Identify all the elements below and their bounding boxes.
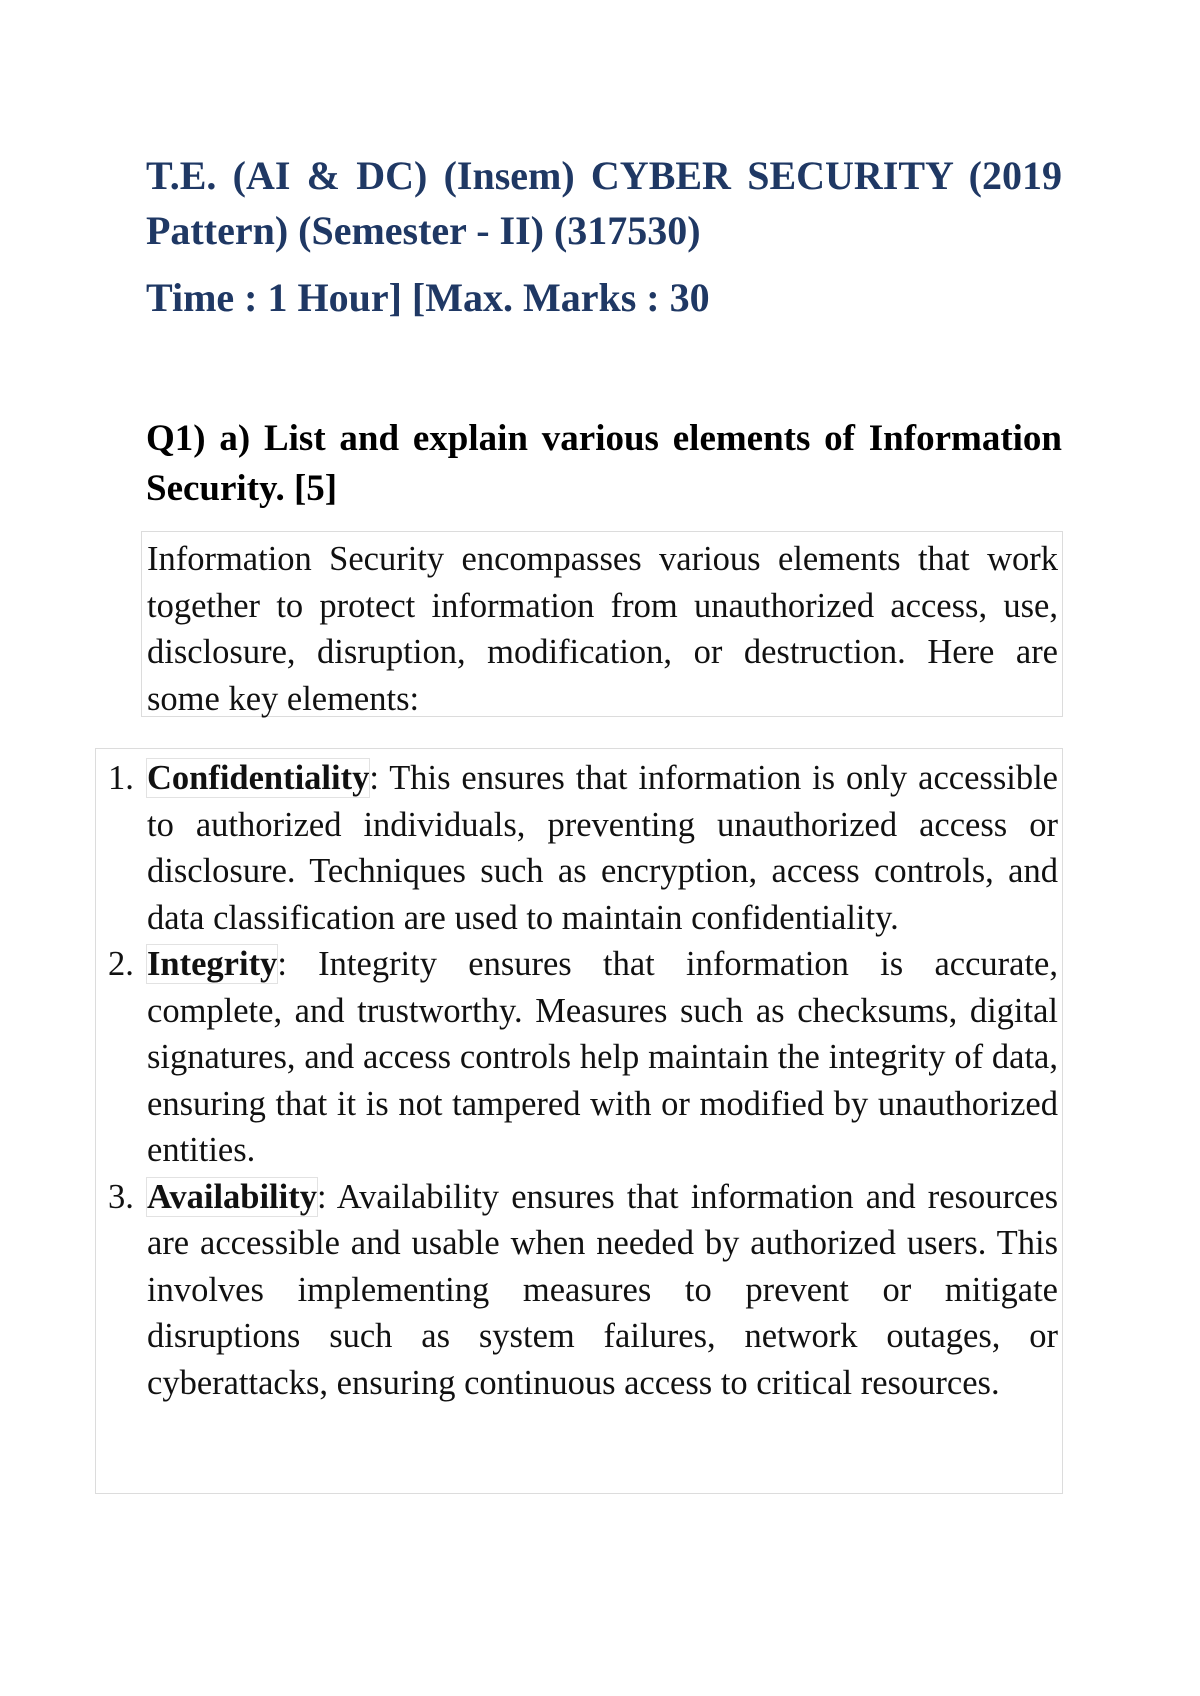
elements-list <box>96 755 1062 1406</box>
list-item <box>96 941 1062 1174</box>
list-item-description: : Integrity ensures that information is accurate, complete, and trustworthy. Measures such as checksums, digital signatures, and access controls help maintain the integrity of data, ensuring that it is not tampered with or modified by unauthorized entities. <box>147 945 1058 1169</box>
list-item <box>96 1174 1062 1407</box>
list-item-description: : Availability ensures that information and resources are accessible and usable when needed by authorized users. This involves implementing measures to prevent or mitigate disruptions such as system failures, network outages, or cyberattacks, ensuring continuous access to critical resources. <box>147 1177 1058 1402</box>
list-item-number: 3. <box>108 1177 134 1216</box>
elements-list-box <box>95 748 1063 1494</box>
list-item-number: 1. <box>108 759 134 797</box>
intro-paragraph-box <box>141 531 1063 717</box>
intro-paragraph: Information Security encompasses various elements that work together to protect information from unauthorized access, use, disclosure, disruption, modification, or destruction. Here are some key elements: <box>147 540 1058 718</box>
term-confidentiality: Confidentiality <box>147 759 370 797</box>
question-heading: Q1) a) List and explain various elements of Information Security. [5] <box>146 418 1062 509</box>
time-and-marks: Time : 1 Hour] [Max. Marks : 30 <box>146 275 710 320</box>
term-availability: Availability <box>147 1177 317 1216</box>
list-item-number: 2. <box>108 945 134 983</box>
term-integrity: Integrity <box>147 945 278 983</box>
list-item <box>96 755 1062 941</box>
list-item-description: : This ensures that information is only accessible to authorized individuals, preventing unauthorized access or disclosure. Techniques such as encryption, access controls, and data classification are used to maintain confidentiality. <box>147 759 1058 937</box>
document-title: T.E. (AI & DC) (Insem) CYBER SECURITY (2019 Pattern) (Semester - II) (317530) <box>146 153 1062 253</box>
